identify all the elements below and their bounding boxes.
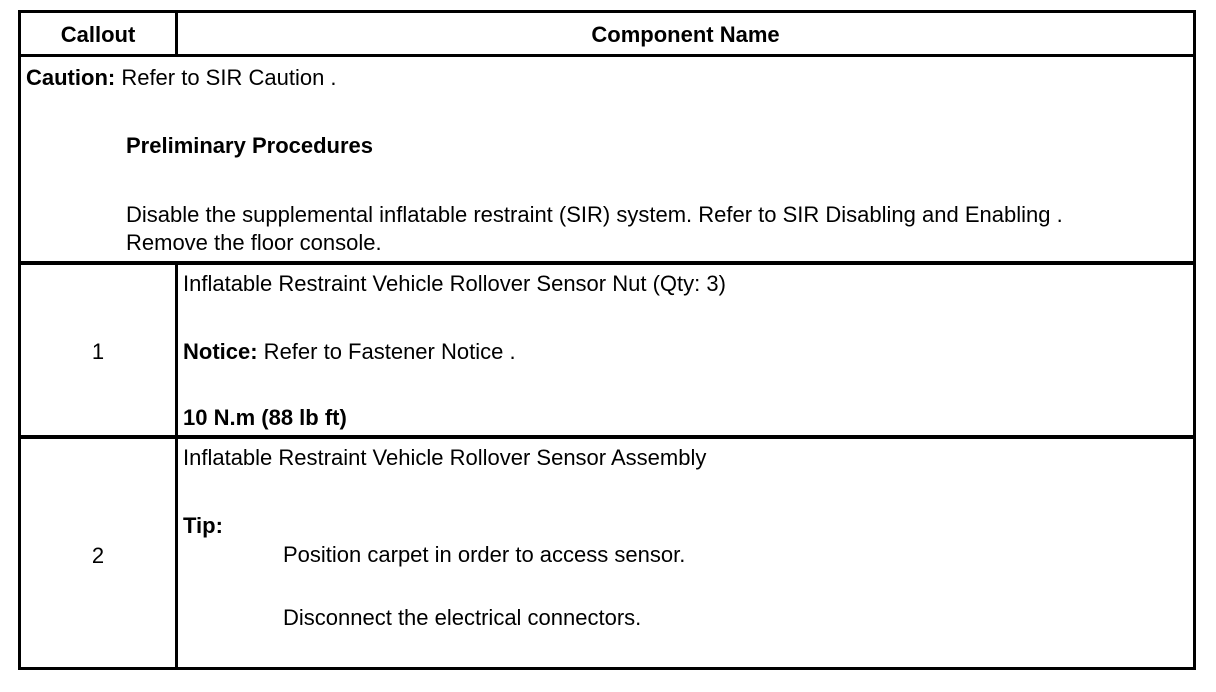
caution-line [26,65,337,91]
tip-step-2: Disconnect the electrical connectors. [283,605,642,630]
component-cell [178,439,1193,667]
table-row [21,265,1193,439]
component-name: Inflatable Restraint Vehicle Rollover Sensor Assembly [183,445,707,470]
table-row [21,439,1193,667]
component-name-header: Component Name [591,22,780,47]
caution-text: Refer to SIR Caution . [115,65,337,90]
preliminary-heading: Preliminary Procedures [126,133,374,158]
notice-text: Refer to Fastener Notice . [257,339,516,364]
tip-label: Tip: [183,513,223,538]
tip-step-1: Position carpet in order to access sensor. [283,542,686,567]
preliminary-row [21,57,1193,265]
callout-number: 2 [91,543,105,568]
caution-label: Caution: [26,65,116,90]
callout-number: 1 [91,339,105,364]
callout-cell [21,439,178,667]
component-name: Inflatable Restraint Vehicle Rollover Sensor Nut (Qty: 3) [183,271,726,296]
callout-cell [21,265,178,435]
table-header-row [21,13,1193,57]
component-cell [178,265,1193,435]
callout-header: Callout [60,22,136,47]
procedure-table [18,10,1196,670]
torque-spec: 10 N.m (88 lb ft) [183,405,347,430]
preliminary-step-1: Disable the supplemental inflatable restraint (SIR) system. Refer to SIR Disabling and Enabling . [126,202,1063,227]
preliminary-step-2: Remove the floor console. [126,230,382,255]
callout-header-cell [21,13,178,54]
notice-line [183,339,516,365]
component-name-header-cell [178,13,1193,54]
notice-label: Notice: [183,339,258,364]
